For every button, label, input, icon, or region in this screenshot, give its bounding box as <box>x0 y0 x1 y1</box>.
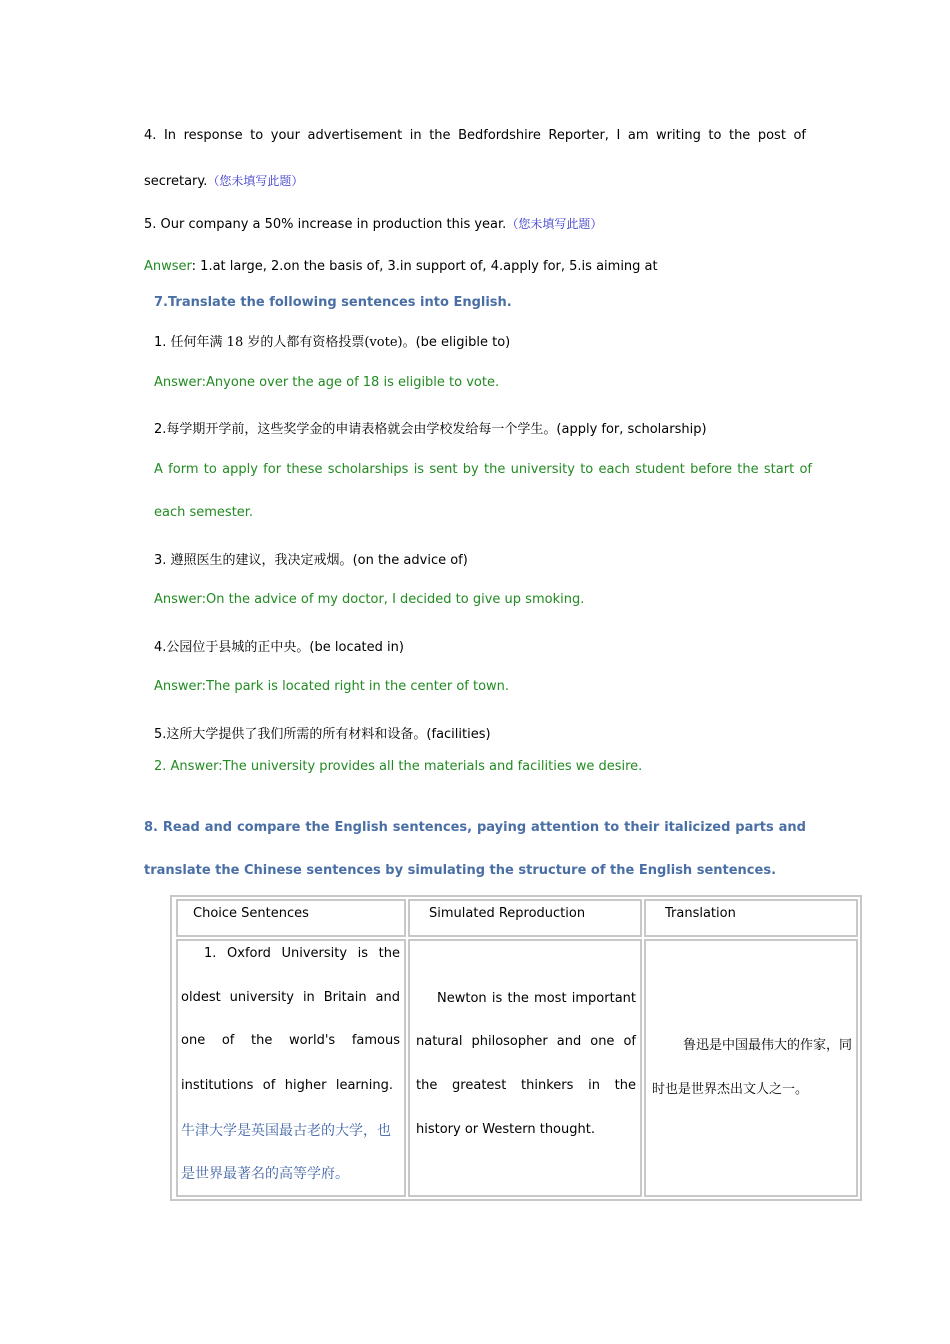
chinese-sentence: 这所大学提供了我们所需的所有材料和设备。 <box>166 727 427 742</box>
header-cell-translation <box>644 899 858 937</box>
question-5-text: 5. Our company a 50% increase in production this year. <box>144 217 507 232</box>
section-7-answer-1: Answer:Anyone over the age of 18 is eligible to vote. <box>154 375 500 390</box>
chinese-sentence: 公园位于县城的正中央。 <box>166 640 310 655</box>
header-cell-choice <box>176 899 406 937</box>
section-7-item-4 <box>154 636 404 655</box>
unanswered-note: （您未填写此题） <box>506 217 603 231</box>
question-4-text: secretary. <box>144 174 208 189</box>
hint: (facilities) <box>426 727 491 742</box>
section-7-answer-4: Answer:The park is located right in the center of town. <box>154 679 510 694</box>
body-cell-translation <box>644 939 858 1197</box>
section-7-item-5 <box>154 723 491 742</box>
section-8-heading-line2: translate the Chinese sentences by simulating the structure of the English sentences. <box>144 863 777 878</box>
section-7-answer-3: Answer:On the advice of my doctor, I decided to give up smoking. <box>154 592 585 607</box>
question-4-line1: 4. In response to your advertisement in the Bedfordshire Reporter, I am writing to the post of <box>144 128 806 143</box>
translation-line-2: 时也是世界杰出文人之一。 <box>652 1082 809 1097</box>
question-5 <box>144 215 602 232</box>
translation-line-1: 鲁迅是中国最伟大的作家，同 <box>683 1038 853 1053</box>
section-7-item-2 <box>154 418 707 437</box>
header-choice-sentences: Choice Sentences <box>193 906 309 921</box>
hint: (apply for, scholarship) <box>556 422 707 437</box>
simulated-line-1: Newton is the most important <box>437 991 636 1006</box>
choice-cn-line-1: 牛津大学是英国最古老的大学，也 <box>181 1123 391 1139</box>
simulated-line-4: history or Western thought. <box>416 1122 595 1137</box>
item-number: 2. <box>154 422 167 437</box>
choice-line-4: institutions of higher learning. <box>181 1078 393 1093</box>
header-simulated-reproduction: Simulated Reproduction <box>429 906 586 921</box>
question-4-line2 <box>144 172 303 189</box>
hint: (be located in) <box>309 640 404 655</box>
choice-line-1: 1. Oxford University is the <box>204 946 400 961</box>
unanswered-note: （您未填写此题） <box>207 174 304 188</box>
section-7-answer-2-line1: A form to apply for these scholarships is sent by the university to each student before the start of <box>154 462 812 477</box>
choice-cn-line-2: 是世界最著名的高等学府。 <box>181 1166 349 1182</box>
header-cell-simulated <box>408 899 642 937</box>
section-7-answer-5: 2. Answer:The university provides all the materials and facilities we desire. <box>154 759 643 774</box>
header-translation: Translation <box>665 906 736 921</box>
section-8-heading-line1: 8. Read and compare the English sentences, paying attention to their italicized parts and <box>144 820 806 835</box>
section-7-heading: 7.Translate the following sentences into English. <box>154 295 512 310</box>
section-7-answer-2-line2: each semester. <box>154 505 254 520</box>
item-number: 4. <box>154 640 167 655</box>
answer-line <box>144 259 658 274</box>
item-number: 3. <box>154 553 171 568</box>
hint: (on the advice of) <box>352 553 468 568</box>
item-number: 5. <box>154 727 167 742</box>
body-cell-simulated <box>408 939 642 1197</box>
simulated-line-3: the greatest thinkers in the <box>416 1078 636 1093</box>
answer-text: : 1.at large, 2.on the basis of, 3.in support of, 4.apply for, 5.is aiming at <box>191 259 658 274</box>
answer-label: Anwser <box>144 259 192 274</box>
hint: (be eligible to) <box>415 335 511 350</box>
choice-line-3: one of the world's famous <box>181 1033 400 1048</box>
chinese-sentence: 遵照医生的建议，我决定戒烟。 <box>170 553 353 568</box>
body-cell-choice <box>176 939 406 1197</box>
section-7-item-1 <box>154 331 510 350</box>
item-number: 1. <box>154 335 171 350</box>
section-7-item-3 <box>154 549 468 568</box>
chinese-sentence: 任何年满 18 岁的人都有资格投票(vote)。 <box>170 335 416 350</box>
choice-line-2: oldest university in Britain and <box>181 990 400 1005</box>
simulated-line-2: natural philosopher and one of <box>416 1034 636 1049</box>
chinese-sentence: 每学期开学前，这些奖学金的申请表格就会由学校发给每一个学生。 <box>166 422 557 437</box>
